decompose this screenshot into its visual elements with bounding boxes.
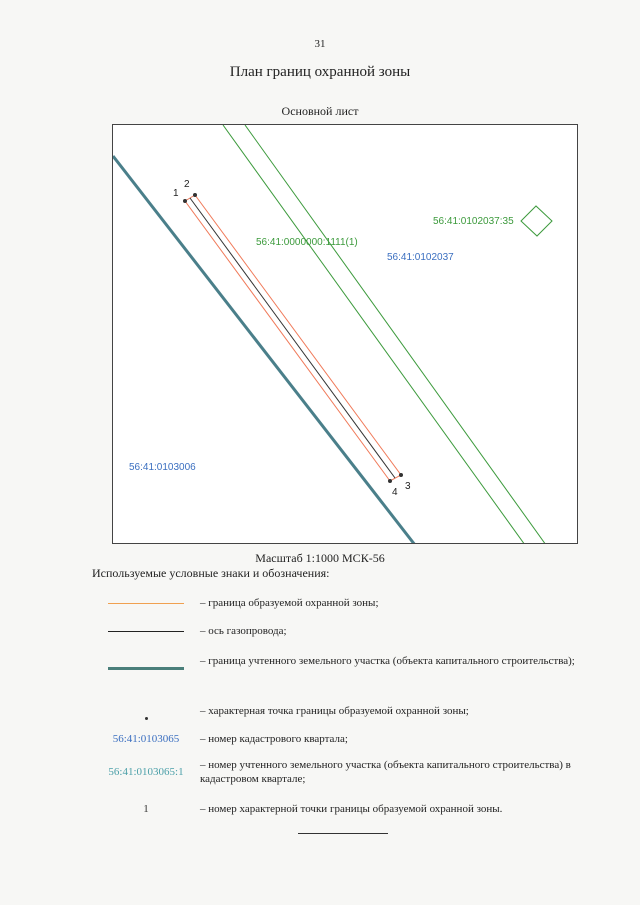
parcel-boundary-line-west [223, 125, 525, 544]
legend-text: – номер кадастрового квартала; [200, 733, 348, 745]
point-label-1: 1 [173, 188, 179, 199]
parcel-label-1111: 56:41:0000000:1111(1) [256, 237, 358, 248]
legend-text: – номер учтенного земельного участка (объекта капитального строительства) в кадастровом квартале; [200, 759, 571, 785]
legend-text: – характерная точка границы образуемой охранной зоны; [200, 705, 469, 717]
quarter-number-symbol: 56:41:0103065 [112, 733, 180, 745]
legend-text: – граница образуемой охранной зоны; [200, 597, 379, 609]
point-number-symbol: 1 [143, 803, 149, 815]
map-frame [112, 124, 578, 544]
point-label-2: 2 [184, 179, 190, 190]
scale-text: Масштаб 1:1000 МСК-56 [255, 551, 385, 565]
quarter-label-0103006: 56:41:0103006 [129, 462, 196, 473]
legend-item-boundary-point [92, 698, 612, 724]
legend-text: – ось газопровода; [200, 625, 287, 637]
boundary-point-4 [388, 479, 392, 483]
closing-rule [298, 833, 388, 834]
pipeline-axis-symbol [108, 631, 184, 632]
sheet-title: Основной лист [281, 104, 359, 118]
registered-boundary-symbol [108, 667, 184, 670]
point-label-3: 3 [405, 481, 411, 492]
legend-item-zone-boundary [92, 590, 612, 616]
legend-item-parcel-number [92, 754, 612, 790]
boundary-map [113, 125, 578, 544]
quarter-label-0102037: 56:41:0102037 [387, 252, 454, 263]
legend-item-quarter-number [92, 726, 612, 752]
registered-parcel-boundary [113, 156, 415, 544]
zone-boundary-symbol [108, 603, 184, 604]
legend-text: – граница учтенного земельного участка (объекта капитального строительства); [200, 655, 575, 667]
point-label-4: 4 [392, 487, 398, 498]
legend-item-point-number [92, 796, 612, 822]
boundary-point-symbol [145, 717, 148, 720]
page-number: 31 [314, 38, 326, 50]
legend-item-registered-boundary [92, 650, 612, 686]
boundary-point-2 [193, 193, 197, 197]
boundary-point-1 [183, 199, 187, 203]
legend-title: Используемые условные знаки и обозначения: [92, 566, 330, 580]
parcel-label-35: 56:41:0102037:35 [433, 216, 514, 227]
page-title: План границ охранной зоны [229, 64, 411, 80]
parcel-square [521, 206, 552, 236]
legend-text: – номер характерной точки границы образуемой охранной зоны. [200, 803, 503, 815]
boundary-point-3 [399, 473, 403, 477]
parcel-number-symbol: 56:41:0103065:1 [108, 766, 184, 778]
legend-item-pipeline-axis [92, 618, 612, 644]
